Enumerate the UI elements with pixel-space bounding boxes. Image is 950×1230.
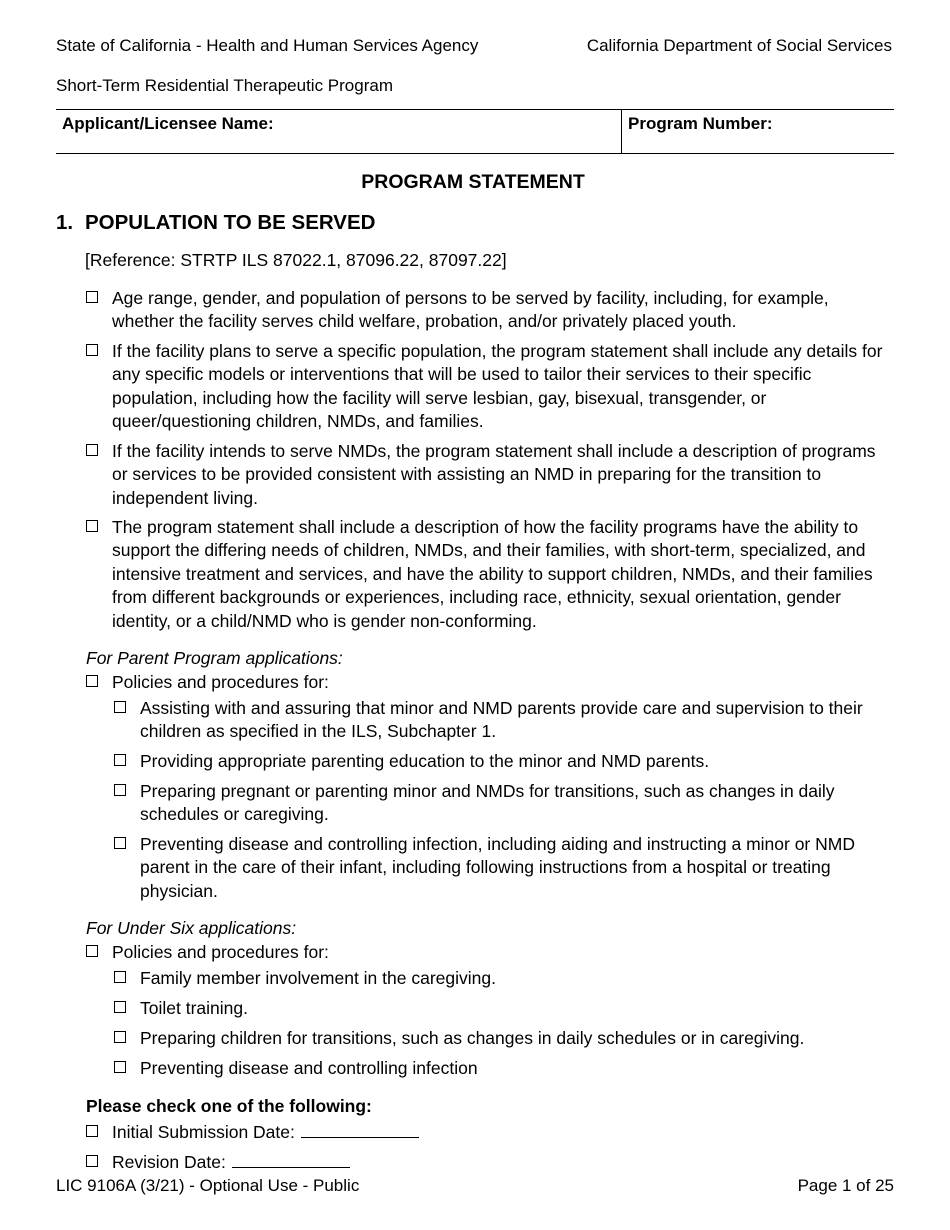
under-six-item[interactable] [114,997,884,1020]
section-title: POPULATION TO BE SERVED [85,211,376,234]
under-six-policies-text: Policies and procedures for: [112,942,329,962]
under-six-item[interactable] [114,967,884,990]
program-number-field[interactable] [622,110,894,153]
program-type: Short-Term Residential Therapeutic Program [56,76,393,95]
checkbox[interactable] [114,837,126,849]
checklist-item[interactable] [86,287,886,334]
section-number: 1. [56,211,74,234]
checkbox[interactable] [86,344,98,356]
checkbox[interactable] [114,754,126,766]
checkbox[interactable] [114,701,126,713]
initial-submission-option[interactable] [86,1121,586,1144]
under-six-item-text: Toilet training. [140,998,248,1018]
checklist-item-text: If the facility intends to serve NMDs, the program statement shall include a description of programs or services to be provided consistent with assisting an NMD in preparing for the transition to independent living. [112,441,876,508]
form-id: LIC 9106A (3/21) - Optional Use - Public [56,1176,360,1195]
page-title: PROGRAM STATEMENT [361,171,585,193]
under-six-label: For Under Six applications: [86,918,297,938]
identity-table [56,109,894,154]
initial-submission-label: Initial Submission Date: [112,1122,295,1142]
under-six-item[interactable] [114,1057,884,1080]
under-six-item-text: Preventing disease and controlling infection [140,1058,478,1078]
checkbox[interactable] [114,1061,126,1073]
checkbox[interactable] [114,1001,126,1013]
parent-program-label: For Parent Program applications: [86,648,343,668]
under-six-item-text: Family member involvement in the caregiving. [140,968,496,988]
section-heading [56,211,375,235]
parent-program-item-text: Providing appropriate parenting education to the minor and NMD parents. [140,751,710,771]
parent-program-item-text: Preventing disease and controlling infection, including aiding and instructing a minor or NMD parent in the care of their infant, including following instructions from a hospital or treating physician. [140,834,855,901]
parent-program-item-text: Assisting with and assuring that minor and NMD parents provide care and supervision to their children as specified in the ILS, Subchapter 1. [140,698,863,742]
agency-name: State of California - Health and Human Services Agency [56,36,479,55]
checkbox[interactable] [114,971,126,983]
submission-prompt: Please check one of the following: [86,1096,372,1116]
revision-date-label: Revision Date: [112,1152,226,1172]
initial-submission-date-field[interactable] [301,1121,419,1138]
checklist-item[interactable] [86,340,886,434]
checklist-item-text: Age range, gender, and population of persons to be served by facility, including, for example, whether the facility serves child welfare, probation, and/or privately placed youth. [112,288,829,332]
checklist-item[interactable] [86,440,886,510]
under-six-item-text: Preparing children for transitions, such as changes in daily schedules or in caregiving. [140,1028,805,1048]
parent-program-item[interactable] [114,750,884,773]
checklist-item-text: The program statement shall include a description of how the facility programs have the ability to support the differing needs of children, NMDs, and their families, with short-term, specialized, and intensive treatment and services, and have the ability to support children, NMDs, and their families from different backgrounds or experiences, including race, ethnicity, sexual orientation, gender identity, or a child/NMD who is gender non-conforming. [112,517,873,631]
under-six-item[interactable] [114,1027,884,1050]
parent-program-item[interactable] [114,833,884,903]
checkbox[interactable] [86,444,98,456]
parent-program-item-text: Preparing pregnant or parenting minor and NMDs for transitions, such as changes in daily schedules or caregiving. [140,781,835,825]
checkbox[interactable] [114,1031,126,1043]
checkbox[interactable] [86,675,98,687]
checkbox[interactable] [86,291,98,303]
revision-date-field[interactable] [232,1151,350,1168]
page-number: Page 1 of 25 [797,1176,894,1195]
parent-policies-item[interactable] [86,671,886,694]
revision-option[interactable] [86,1151,586,1174]
under-six-policies-item[interactable] [86,941,886,964]
applicant-name-label: Applicant/Licensee Name: [62,114,274,133]
department-name: California Department of Social Services [586,36,892,55]
section-reference: [Reference: STRTP ILS 87022.1, 87096.22, 87097.22] [85,250,507,270]
checklist-item-text: If the facility plans to serve a specific population, the program statement shall include any details for any specific models or interventions that will be used to tailor their services to their specific population, including how the facility will serve lesbian, gay, bisexual, transgender, or queer/questioning children, NMDs, and families. [112,341,883,432]
checkbox[interactable] [114,784,126,796]
checkbox[interactable] [86,1125,98,1137]
checkbox[interactable] [86,520,98,532]
applicant-name-field[interactable] [56,110,622,153]
checkbox[interactable] [86,945,98,957]
parent-program-item[interactable] [114,780,884,827]
parent-policies-text: Policies and procedures for: [112,672,329,692]
checkbox[interactable] [86,1155,98,1167]
parent-program-item[interactable] [114,697,884,744]
checklist-item[interactable] [86,516,886,633]
program-number-label: Program Number: [628,114,773,133]
